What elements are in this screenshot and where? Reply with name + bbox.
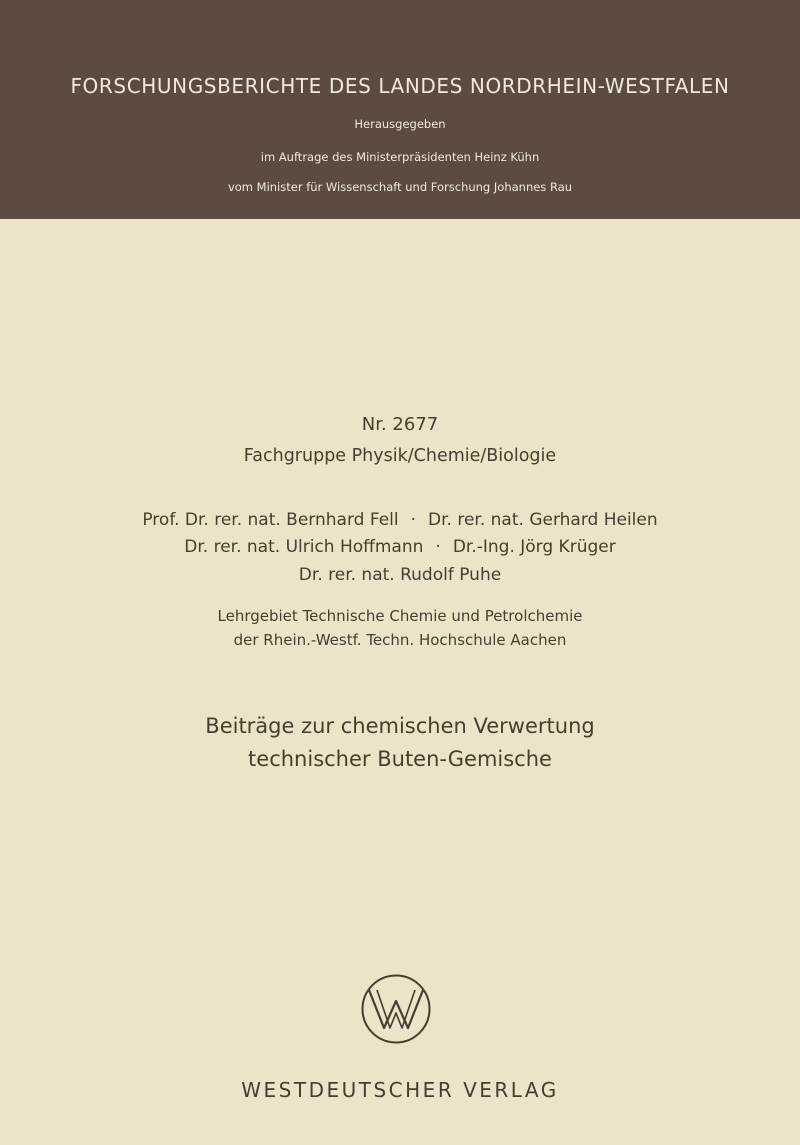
- author-separator: ·: [435, 537, 441, 557]
- author-line-1: [0, 510, 800, 531]
- header-band: [0, 0, 800, 219]
- author-line-2: [0, 537, 800, 558]
- series-title: FORSCHUNGSBERICHTE DES LANDES NORDRHEIN-WESTFALEN: [70, 74, 730, 98]
- author-name: Dr. rer. nat. Gerhard Heilen: [428, 510, 658, 530]
- commission-line: im Auftrage des Ministerpräsidenten Heinz Kühn: [260, 150, 540, 164]
- author-name: Dr. rer. nat. Rudolf Puhe: [298, 565, 502, 585]
- report-number: Nr. 2677: [361, 414, 439, 435]
- book-title-line-1: Beiträge zur chemischen Verwertung: [205, 714, 595, 738]
- publisher-name: WESTDEUTSCHER VERLAG: [241, 1078, 559, 1102]
- minister-line: vom Minister für Wissenschaft und Forschung Johannes Rau: [227, 180, 573, 194]
- author-name: Dr.-Ing. Jörg Krüger: [452, 537, 616, 557]
- author-name: Prof. Dr. rer. nat. Bernhard Fell: [142, 510, 399, 530]
- subject-group: Fachgruppe Physik/Chemie/Biologie: [243, 446, 557, 466]
- publisher-logo-ww-icon: [360, 973, 432, 1045]
- institution-line-2: der Rhein.-Westf. Techn. Hochschule Aachen: [233, 631, 567, 649]
- author-line-3: [0, 565, 800, 586]
- book-title-line-2: technischer Buten-Gemische: [248, 747, 552, 771]
- author-name: Dr. rer. nat. Ulrich Hoffmann: [184, 537, 424, 557]
- institution-line-1: Lehrgebiet Technische Chemie und Petrolchemie: [217, 607, 583, 625]
- editor-line: Herausgegeben: [354, 117, 446, 131]
- author-separator: ·: [410, 510, 417, 530]
